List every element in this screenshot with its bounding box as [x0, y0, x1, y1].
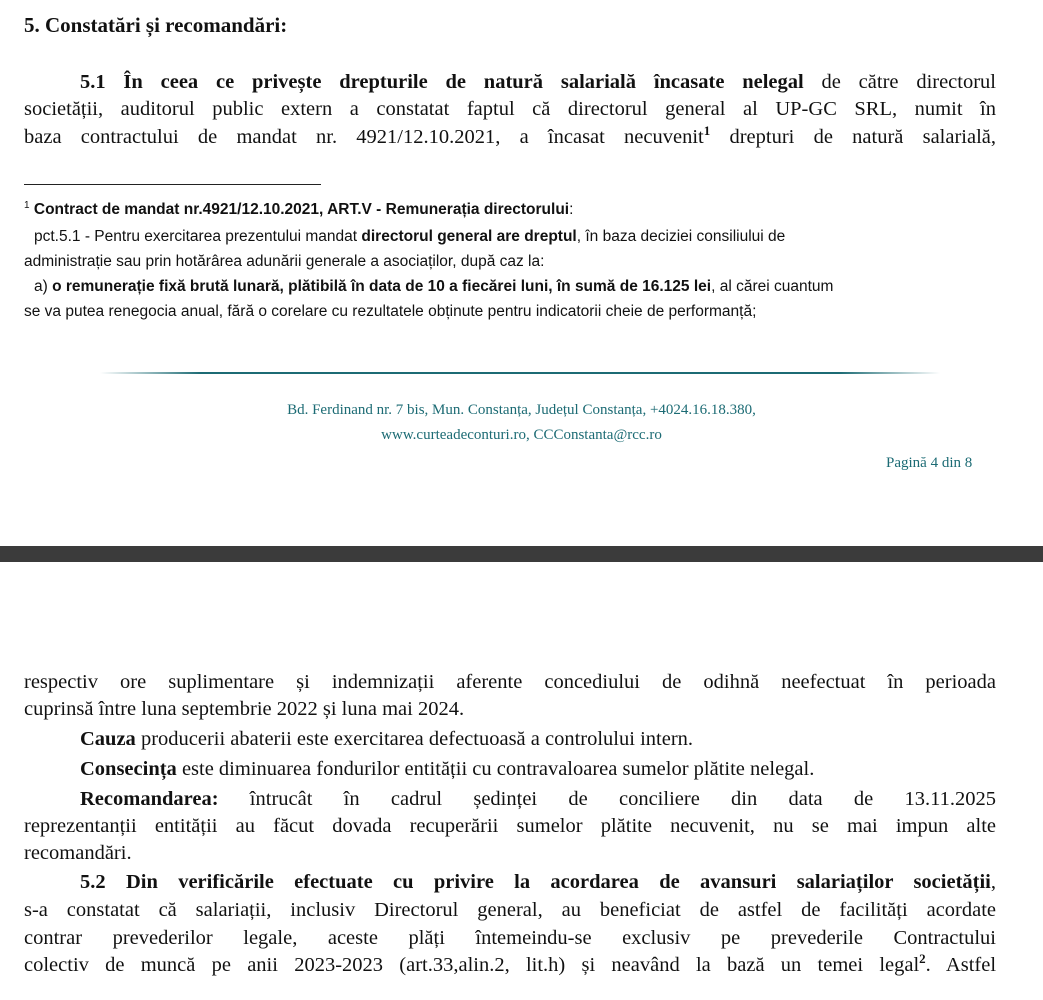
paragraph-5-1-line-3-a: baza contractului de mandat nr. 4921/12.10.2021, a încasat necuvenit [24, 126, 704, 148]
footnote-title-colon: : [569, 201, 574, 218]
footnote-line-2-b: , în baza deciziei consiliului de [576, 228, 786, 245]
paragraph-5-1-line-3-b: drepturi de natură salarială, [710, 126, 997, 148]
recomandare-line-3: recomandări. [24, 842, 132, 864]
footnote-line-4 [34, 276, 833, 298]
paragraph-5-2-bold-lead: 5.2 Din verificările efectuate cu privire la acordarea de avansuri salariaților societății [80, 871, 991, 893]
paragraph-5-2-line-1 [24, 869, 996, 895]
footnote-line-3: administrație sau prin hotărârea adunării generale a asociaților, după caz la: [24, 253, 545, 270]
footer-contact: www.curteadeconturi.ro, CCConstanta@rcc.ro [381, 427, 662, 443]
footnote-title [24, 199, 573, 221]
footnote-line-2-a: pct.5.1 - Pentru exercitarea prezentului mandat [34, 228, 362, 245]
paragraph-5-1-line-2: societății, auditorul public extern a constatat faptul că directorul general al UP-GC SRL, numit în [24, 98, 996, 120]
paragraph-5-2-line-4-a: colectiv de muncă pe anii 2023-2023 (art.33,alin.2, lit.h) și neavând la bază un temei legal [24, 954, 920, 976]
cauza-label: Cauza [80, 728, 136, 750]
paragraph-5-2-line-3: contrar prevederilor legale, aceste plăți întemeindu-se exclusiv pe prevederile Contractului [24, 927, 996, 949]
recomandare-text: întrucât în cadrul ședinței de conciliere din data de 13.11.2025 [218, 788, 996, 810]
footer-divider [100, 372, 940, 374]
paragraph-5-1-line-1-rest: de către directorul [803, 71, 997, 93]
page-number: Pagină 4 din 8 [886, 455, 973, 471]
page2-line-1: respectiv ore suplimentare și indemnizații aferente concediului de odihnă neefectuat în perioada [24, 671, 996, 693]
footnote-line-5: se va putea renegocia anual, fără o corelare cu rezultatele obținute pentru indicatorii cheie de performanță; [24, 303, 757, 320]
paragraph-5-1-line-3 [24, 124, 996, 150]
paragraph-5-2-comma: , [990, 871, 996, 893]
recomandare-line-2: reprezentanții entității au făcut dovada recuperării sumelor plătite necuvenit, nu se mai impun alte [24, 815, 996, 837]
cauza-text: producerii abaterii este exercitarea defectuoasă a controlului intern. [135, 728, 694, 750]
paragraph-5-1-line-1 [24, 69, 996, 95]
paragraph-5-2-line-4 [24, 952, 996, 978]
footnote-title-bold: Contract de mandat nr.4921/12.10.2021, ART.V - Remunerația directorului [33, 201, 570, 218]
cauza-paragraph [80, 726, 693, 752]
footer-address: Bd. Ferdinand nr. 7 bis, Mun. Constanța, Județul Constanța, +4024.16.18.380, [287, 402, 756, 418]
consecinta-paragraph [80, 756, 814, 782]
footnote-line-4-bold: o remunerație fixă brută lunară, plătibilă în data de 10 a fiecărei luni, în sumă de 16.125 lei [52, 278, 712, 295]
paragraph-5-2-line-2: s-a constatat că salariații, inclusiv Directorul general, au beneficiat de astfel de facilități acordate [24, 899, 996, 921]
recomandare-label: Recomandarea: [80, 788, 219, 810]
paragraph-5-2-line-4-b: . Astfel [925, 954, 997, 976]
consecinta-label: Consecința [80, 758, 177, 780]
footnote-separator [24, 184, 321, 185]
paragraph-5-1-bold-lead: 5.1 În ceea ce privește drepturile de natură salarială încasate nelegal [80, 71, 804, 93]
footnote-ref-2: 2 [919, 951, 926, 967]
footnote-ref-1: 1 [703, 123, 711, 139]
footnote-marker: 1 [24, 199, 30, 211]
section-heading: 5. Constatări și recomandări: [24, 13, 288, 37]
page-separator [0, 546, 1043, 562]
footnote-line-2-bold: directorul general are dreptul [361, 228, 577, 245]
consecinta-text: este diminuarea fondurilor entității cu contravaloarea sumelor plătite nelegal. [176, 758, 815, 780]
footnote-line-2 [34, 226, 785, 248]
recomandare-line-1 [24, 786, 996, 812]
footnote-line-4-b: , al cărei cuantum [711, 278, 834, 295]
footnote-line-4-a: a) [34, 278, 53, 295]
page2-line-2: cuprinsă între luna septembrie 2022 și luna mai 2024. [24, 698, 465, 720]
